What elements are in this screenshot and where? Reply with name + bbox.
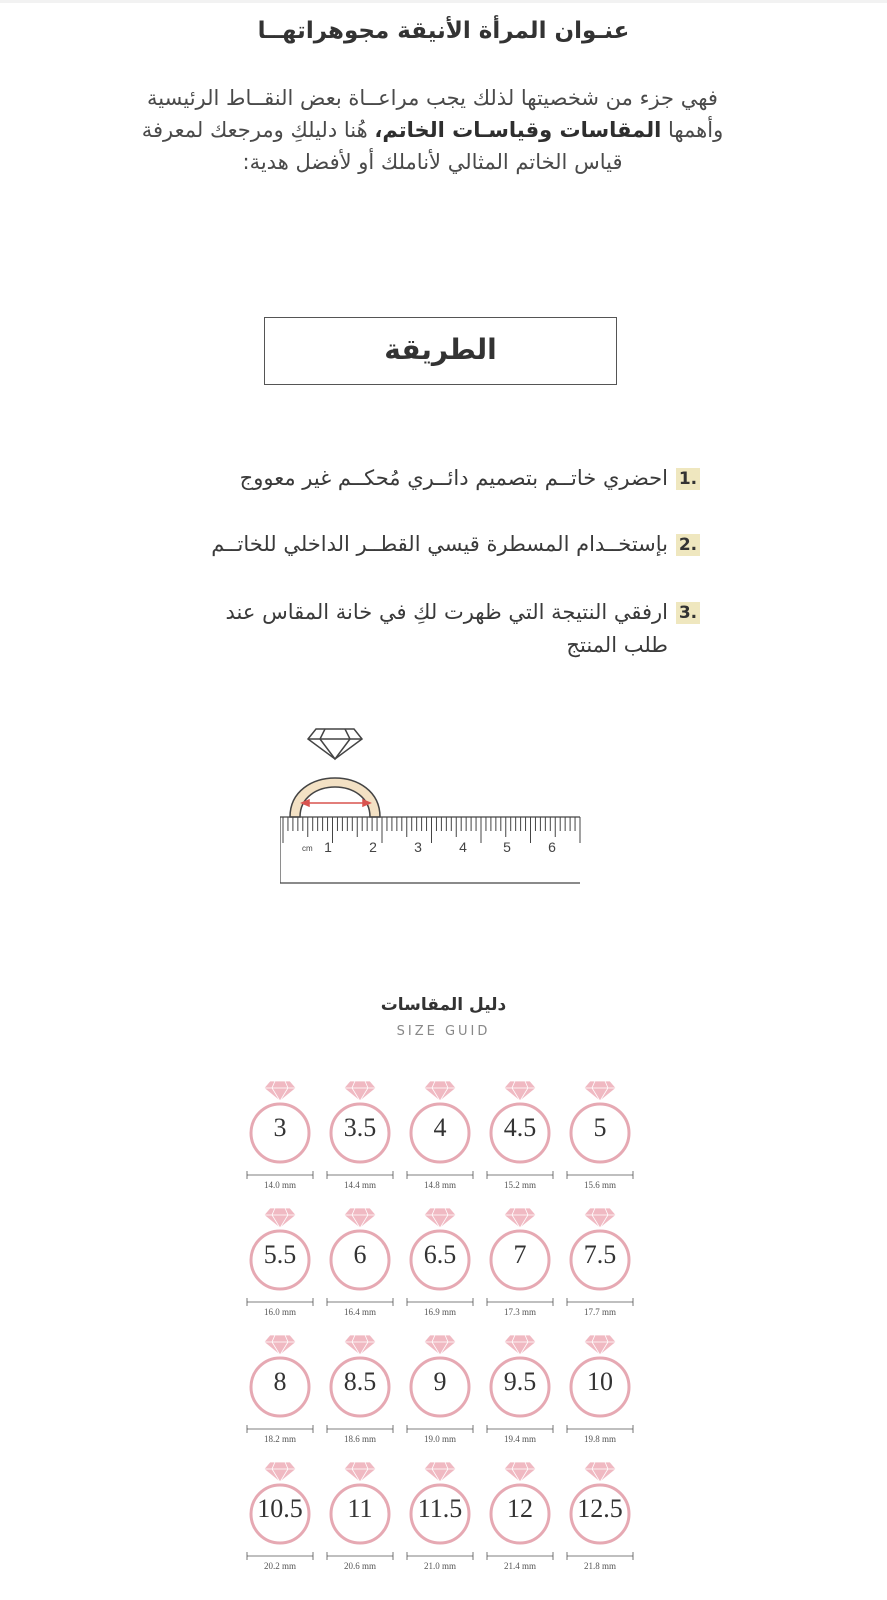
ruler-number: 4 xyxy=(459,839,467,855)
size-item xyxy=(560,1075,640,1195)
size-item xyxy=(320,1456,400,1576)
size-guide-subtitle: SIZE GUID xyxy=(396,1024,491,1039)
ruler-number: 1 xyxy=(324,839,332,855)
ring-diameter-label: 18.2 mm xyxy=(263,1434,296,1444)
diamond-icon xyxy=(308,729,362,759)
size-item xyxy=(560,1329,640,1449)
size-item xyxy=(320,1329,400,1449)
step-item-3 xyxy=(190,596,700,662)
ring-size-label: 10.5 xyxy=(257,1494,303,1523)
step-text: ارفقي النتيجة التي ظهرت لكِ في خانة المقاس عند طلب المنتج xyxy=(225,600,668,657)
ring-size-label: 10 xyxy=(587,1367,613,1396)
size-item xyxy=(480,1456,560,1576)
intro-text-2: هُنا دليلكِ ومرجعك لمعرفة قياس الخاتم المثالي لأناملك أو لأفضل هدية: xyxy=(141,118,623,174)
method-heading-box xyxy=(264,317,617,385)
ring-diameter-label: 15.6 mm xyxy=(583,1180,616,1190)
ring-diameter-label: 20.6 mm xyxy=(343,1561,376,1571)
step-item-2 xyxy=(190,528,700,561)
ring-diameter-label: 14.8 mm xyxy=(423,1180,456,1190)
ring-diameter-label: 16.0 mm xyxy=(263,1307,296,1317)
ring-diameter-label: 14.0 mm xyxy=(263,1180,296,1190)
ring-diameter-label: 20.2 mm xyxy=(263,1561,296,1571)
step-number: 2. xyxy=(676,534,700,556)
ring-diameter-label: 17.7 mm xyxy=(583,1307,616,1317)
size-item xyxy=(480,1075,560,1195)
ruler-number: 3 xyxy=(414,839,422,855)
ring-size-label: 8 xyxy=(273,1367,287,1396)
step-number: 3. xyxy=(676,602,700,624)
size-item xyxy=(480,1329,560,1449)
size-item xyxy=(320,1075,400,1195)
ring-diameter-label: 15.2 mm xyxy=(503,1180,536,1190)
ring-size-label: 11.5 xyxy=(417,1494,463,1523)
ring-size-label: 4 xyxy=(433,1113,447,1142)
top-divider xyxy=(0,0,887,3)
ruler-number: 6 xyxy=(548,839,556,855)
ring-size-label: 3 xyxy=(273,1113,287,1142)
ring-size-label: 4.5 xyxy=(503,1113,537,1142)
intro-bold-text: المقاسات وقياسـات الخاتم، xyxy=(374,118,662,142)
size-item xyxy=(400,1456,480,1576)
ring-diameter-label: 17.3 mm xyxy=(503,1307,536,1317)
ring-diameter-label: 21.0 mm xyxy=(423,1561,456,1571)
ring-diameter-label: 16.9 mm xyxy=(423,1307,456,1317)
ring-diameter-label: 19.8 mm xyxy=(583,1434,616,1444)
ruler-number: 2 xyxy=(369,839,377,855)
ring-size-label: 5 xyxy=(593,1113,607,1142)
ring-size-label: 8.5 xyxy=(343,1367,377,1396)
page-title: عنـوان المرأة الأنيقة مجوهراتهــا xyxy=(257,18,630,44)
intro-text-1: فهي جزء من شخصيتها لذلك يجب مراعــاة بعض النقــاط الرئيسية وأهمها xyxy=(147,86,724,142)
size-item xyxy=(240,1202,320,1322)
intro-paragraph xyxy=(140,82,725,178)
ring-diameter-label: 18.6 mm xyxy=(343,1434,376,1444)
step-text: احضري خاتــم بتصميم دائــري مُحكــم غير معووج xyxy=(239,466,668,490)
ring-diameter-label: 19.4 mm xyxy=(503,1434,536,1444)
ring-diameter-label: 19.0 mm xyxy=(423,1434,456,1444)
ring-size-label: 9.5 xyxy=(503,1367,537,1396)
ring-diameter-label: 14.4 mm xyxy=(343,1180,376,1190)
ring-diameter-label: 16.4 mm xyxy=(343,1307,376,1317)
ruler-svg xyxy=(280,725,590,905)
ring-size-label: 7 xyxy=(513,1240,527,1269)
ruler-number: 5 xyxy=(503,839,511,855)
step-number: 1. xyxy=(676,468,700,490)
size-grid xyxy=(240,1075,640,1595)
ruler-unit: cm xyxy=(302,844,313,853)
size-item xyxy=(240,1456,320,1576)
ring-size-label: 12.5 xyxy=(577,1494,623,1523)
measure-arrow-icon xyxy=(302,800,370,806)
size-item xyxy=(400,1202,480,1322)
ring-size-label: 6 xyxy=(353,1240,367,1269)
size-item xyxy=(560,1456,640,1576)
size-item xyxy=(240,1075,320,1195)
method-title: الطريقة xyxy=(384,333,497,366)
ring-ruler-illustration xyxy=(280,725,590,909)
size-guide-title: دليل المقاسات xyxy=(380,995,507,1015)
ring-size-label: 7.5 xyxy=(583,1240,617,1269)
ring-size-label: 9 xyxy=(433,1367,447,1396)
ring-band-icon xyxy=(290,778,380,817)
size-item xyxy=(320,1202,400,1322)
ring-diameter-label: 21.4 mm xyxy=(503,1561,536,1571)
size-item xyxy=(400,1329,480,1449)
ring-size-label: 5.5 xyxy=(263,1240,297,1269)
step-text: بإستخــدام المسطرة قيسي القطــر الداخلي للخاتــم xyxy=(211,532,668,556)
size-item xyxy=(480,1202,560,1322)
ring-size-label: 12 xyxy=(507,1494,533,1523)
size-item xyxy=(560,1202,640,1322)
ring-diameter-label: 21.8 mm xyxy=(583,1561,616,1571)
size-item xyxy=(240,1329,320,1449)
ring-size-label: 11 xyxy=(347,1494,373,1523)
ring-size-label: 3.5 xyxy=(343,1113,377,1142)
ring-size-label: 6.5 xyxy=(423,1240,457,1269)
step-item-1 xyxy=(190,462,700,495)
size-item xyxy=(400,1075,480,1195)
